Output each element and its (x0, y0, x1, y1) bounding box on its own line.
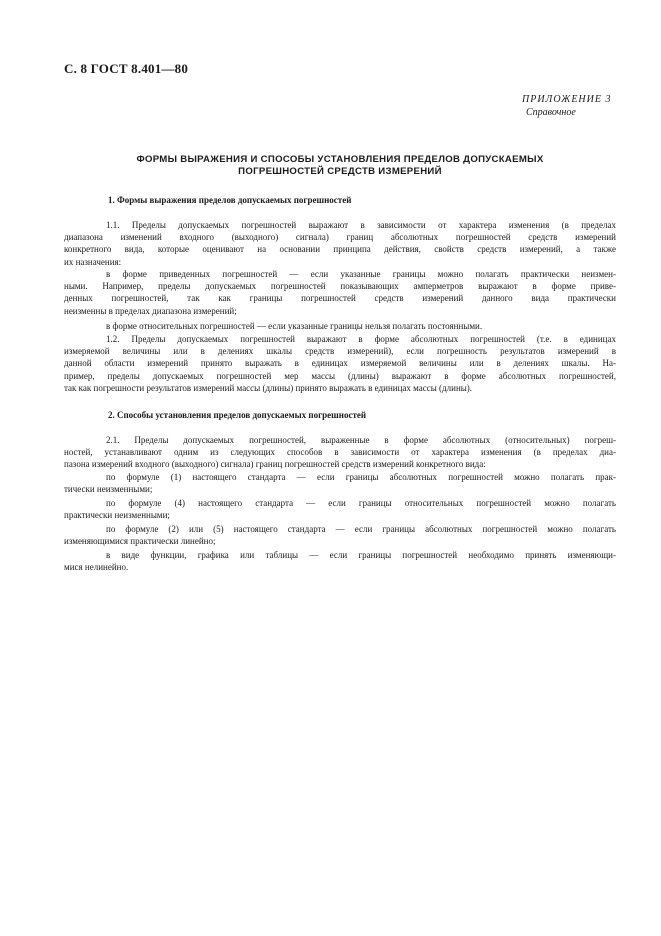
paragraph-formula-4 (64, 497, 616, 521)
paragraph-formula-2-5 (64, 523, 616, 547)
document-title (64, 154, 616, 178)
paragraph-reduced-errors (64, 268, 616, 317)
text-line: мися нелинейно. (64, 562, 129, 573)
text-line: ностей, устанавливают одним из следующих способов в зависимости от характера изменения (в пределах диа- (64, 447, 616, 458)
page-header: С. 8 ГОСТ 8.401—80 (64, 61, 189, 76)
text-line: диапазона изменений входного (выходного) сигнала) границ абсолютных погрешностей средств измерений (64, 232, 616, 243)
text-line: конкретного вида, которые оценивают на основании принципа действия, свойств средств измерений, а также (64, 244, 616, 255)
text-line: 1.2. Пределы допускаемых погрешностей выражают в форме абсолютных погрешностей (т.е. в единицах (106, 334, 616, 344)
text-line: измеряемой величины или в делениях шкалы средств измерений), если погрешность результатов измерений в (64, 346, 616, 357)
text-line: пример, пределы допускаемых погрешностей мер массы (длины) выражают в форме абсолютных погрешностей, (64, 370, 616, 381)
paragraph-function-graph-table (64, 549, 616, 573)
text-line: неизменны в пределах диапазона измерений; (64, 305, 237, 316)
text-line: их назначения: (64, 256, 122, 267)
text-line: в форме приведенных погрешностей — если указанные границы можно полагать практически неизмен- (106, 269, 616, 279)
text-line: по формуле (2) или (5) настоящего стандарта — если границы абсолютных погрешностей можно полагать (106, 524, 616, 534)
appendix-subtitle: Справочное (526, 107, 576, 118)
text-line: по формуле (1) настоящего стандарта — если границы абсолютных погрешностей можно полагать прак- (106, 472, 616, 482)
text-line: в виде функции, графика или таблицы — если границы погрешностей необходимо принять изменяющи- (106, 550, 616, 560)
text-line: пазона измерений входного (выходного) сигнала) границ погрешностей средств измерений конкретного вида: (64, 459, 486, 470)
paragraph-1-2 (64, 333, 616, 394)
appendix-label (522, 93, 612, 119)
document-title-line-2: ПОГРЕШНОСТЕЙ СРЕДСТВ ИЗМЕРЕНИЙ (238, 166, 442, 177)
document-title-line-1: ФОРМЫ ВЫРАЖЕНИЯ И СПОСОБЫ УСТАНОВЛЕНИЯ ПРЕДЕЛОВ ДОПУСКАЕМЫХ (136, 154, 544, 165)
text-line: так как погрешности результатов измерений массы (длины) принято выражать в единицах массы (длины). (64, 382, 473, 393)
text-line: в форме относительных погрешностей — если указанные границы нельзя полагать постоянными. (106, 321, 483, 331)
text-line: 2.1. Пределы допускаемых погрешностей, выраженные в форме абсолютных (относительных) погреш- (106, 435, 616, 445)
text-line: практически неизменными; (64, 510, 170, 521)
section-1-heading: 1. Формы выражения пределов допускаемых погрешностей (108, 195, 352, 205)
text-line: тически неизменными; (64, 484, 153, 495)
text-line: денных погрешностей, так как границы погрешностей средств измерений данного вида практически (64, 293, 616, 304)
text-line: изменяющимися практически линейно; (64, 536, 216, 547)
text-line: 1.1. Пределы допускаемых погрешностей выражают в зависимости от характера изменения (в пределах (106, 220, 616, 230)
text-line: данной области измерений принято выражать в единицах измеряемой величины или в делениях шкалы. На- (64, 358, 616, 369)
paragraph-1-1 (64, 219, 616, 268)
paragraph-formula-1 (64, 471, 616, 495)
text-line: по формуле (4) настоящего стандарта — если границы относительных погрешностей можно полагать (106, 498, 616, 508)
appendix-title: ПРИЛОЖЕНИЕ 3 (522, 94, 612, 105)
paragraph-relative-errors (64, 320, 616, 332)
section-2-heading: 2. Способы установления пределов допускаемых погрешностей (108, 410, 367, 420)
paragraph-2-1 (64, 434, 616, 471)
text-line: ными. Например, пределы допускаемых погрешностей показывающих амперметров выражают в форме приве- (64, 281, 616, 292)
